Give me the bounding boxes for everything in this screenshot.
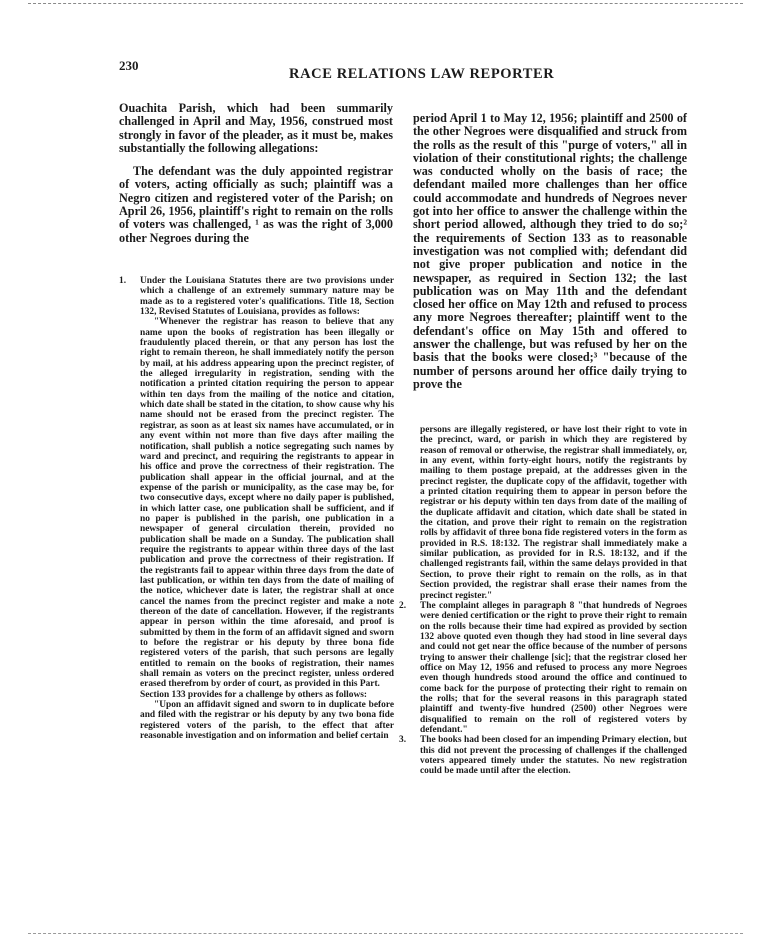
footnote-2 (399, 601, 687, 735)
left-column-body (119, 102, 393, 245)
footnote-text: The complaint alleges in paragraph 8 "that hundreds of Negroes were denied certification or the right to prove their right to remain on the rolls because their time had expired as provided by section 132 above quoted even though they had stood in line several days and could not get near the office because of the number of persons trying to answer their challenge [sic]; that the registrar closed her office on May 12, 1956 and refused to process any more Negroes even though hundreds stood around the office and continued to come back for the purpose of protecting their right to remain on the rolls; that for the several reasons in this paragraph stated plaintiff and twenty-five hundred (2500) other Negroes were disqualified to remain on the roll of registered voters by defendant." (420, 600, 687, 735)
page-top-edge (28, 3, 743, 4)
footnote-1-continuation: persons are illegally registered, or have lost their right to vote in the precinct, ward, or parish in which they are registered by reason of removal or otherwise, the registrar shall immediately, or, in any event, within forty-eight hours, notify the registrants by mailing to them postage prepaid, at the addresses given in the precinct register, the duplicate copy of the affidavit, together with a printed citation requiring them to appear in person before the registrar or his deputy within ten days from date of the mailing of the duplicate affidavit and citation, which date shall be stated in the citation, and prove their right to remain on the registration rolls by affidavit of three bona fide registered voters in the form as provided in R.S. 18:132. The registrar shall immediately make a similar publication, as provided for in R.S. 18:132, and if the challenged registrants fail, within the same delays provided in that Section, to prove their right to remain on the rolls, as in that Section provided, the registrar shall erase their names from the precinct register." (420, 425, 687, 601)
statute-quote-133: "Upon an affidavit signed and sworn to in duplicate before and filed with the registrar or his deputy by any two bona fide registered voters of the parish, to the effect that after reasonable investigation and on information and belief certain (140, 700, 394, 742)
body-paragraph: The defendant was the duly appointed registrar of voters, acting officially as such; plaintiff was a Negro citizen and registered voter of the Parish; on April 26, 1956, plaintiff's right to remain on the rolls of voters was challenged, ¹ as was the right of 3,000 other Negroes during the (119, 164, 393, 245)
footnotes-right (399, 425, 687, 777)
section-133-intro: Section 133 provides for a challenge by others as follows: (140, 689, 367, 700)
statute-quote-132: "Whenever the registrar has reason to believe that any name upon the books of registration has been illegally or fraudulently placed therein, or that any person has lost the right to remain thereon, he shall immediately notify the person by mail, at his address appearing upon the precinct register, of the alleged irregularity in registration, sending with the notification a printed citation requiring the person to appear within ten days from the mailing of the notice and citation, which date shall be stated in the citation, to show cause why his name should not be erased from the precinct register. The registrar, as soon as at least six names have accumulated, or in any event within not more than five days after mailing the notification, shall publish a notice segregating such names by ward and precinct, and requiring the registrants to appear in his office and prove the correctness of their registration. The publication shall appear in the official journal, and at the expense of the parish or municipality, as the case may be, for two consecutive days, except where no daily paper is published, in which latter case, one publication shall be sufficient, and if no paper is published in the parish, one publication in a newspaper of general circulation therein, provided no publication shall be made on a Sunday. The publication shall require the registrants to appear within three days of the last publication and prove the correctness of their registration. If the registrants fail to appear within three days from the date of last publication, or within ten days from the date of mailing of the notice, whichever date is later, the registrar shall at once cancel the names from the precinct register and make a note thereon of the date of cancellation. However, if the registrants appear in person within the time aforesaid, and proof is submitted by them in the form of an affidavit signed and sworn to before the registrar or his deputy by three bona fide registered voters of the parish, that such persons are legally entitled to remain on the books of registration, their names shall remain as voters on the precinct register, unless ordered erased therefrom by order of court, as provided in this Part. (140, 317, 394, 690)
footnote-number: 3. (399, 735, 407, 746)
page-bottom-edge (28, 933, 743, 934)
page-number: 230 (119, 58, 139, 73)
body-paragraph: period April 1 to May 12, 1956; plaintiff and 2500 of the other Negroes were disqualified and struck from the rolls as the result of this "purge of voters," all in violation of their constitutional rights; the challenge was conducted wholly on the basis of race; the defendant mailed more challenges than her office could accommodate and hundreds of Negroes never got into her office to answer the challenge within the short period allowed, although they tried to do so;² the requirements of Section 133 as to reasonable investigation was not complied with; defendant did not give proper publication and notice in the newspaper, as required in Section 132; the last publication was on May 11th and the defendant closed her office on May 12th and refused to process any more Negroes thereafter; plaintiff went to the defendant's office on May 15th and offered to answer the challenge, but was refused by her on the basis that the books were closed;³ "because of the number of persons around her office daily trying to prove the (413, 111, 687, 391)
footnote-number: 1. (119, 276, 127, 286)
footnote-3 (399, 735, 687, 776)
running-title: RACE RELATIONS LAW REPORTER (289, 66, 555, 82)
footnote-number: 2. (399, 600, 407, 611)
footnote-1 (119, 276, 394, 741)
right-column-body (413, 112, 687, 391)
footnote-intro: Under the Louisiana Statutes there are two provisions under which a challenge of an extremely summary nature may be made as to a registered voter's qualifications. Title 18, Section 132, Revised Statutes of Louisiana, provides as follows: (140, 276, 394, 318)
footnote-text: The books had been closed for an impending Primary election, but this did not prevent the processing of challenges if the challenged voters appeared timely under the statutes. No new registration could be made until after the election. (420, 735, 687, 777)
footnotes-left (119, 276, 394, 741)
body-paragraph: Ouachita Parish, which had been summarily challenged in April and May, 1956, construed most strongly in favor of the pleader, as it must be, makes substantially the following allegations: (119, 101, 393, 155)
